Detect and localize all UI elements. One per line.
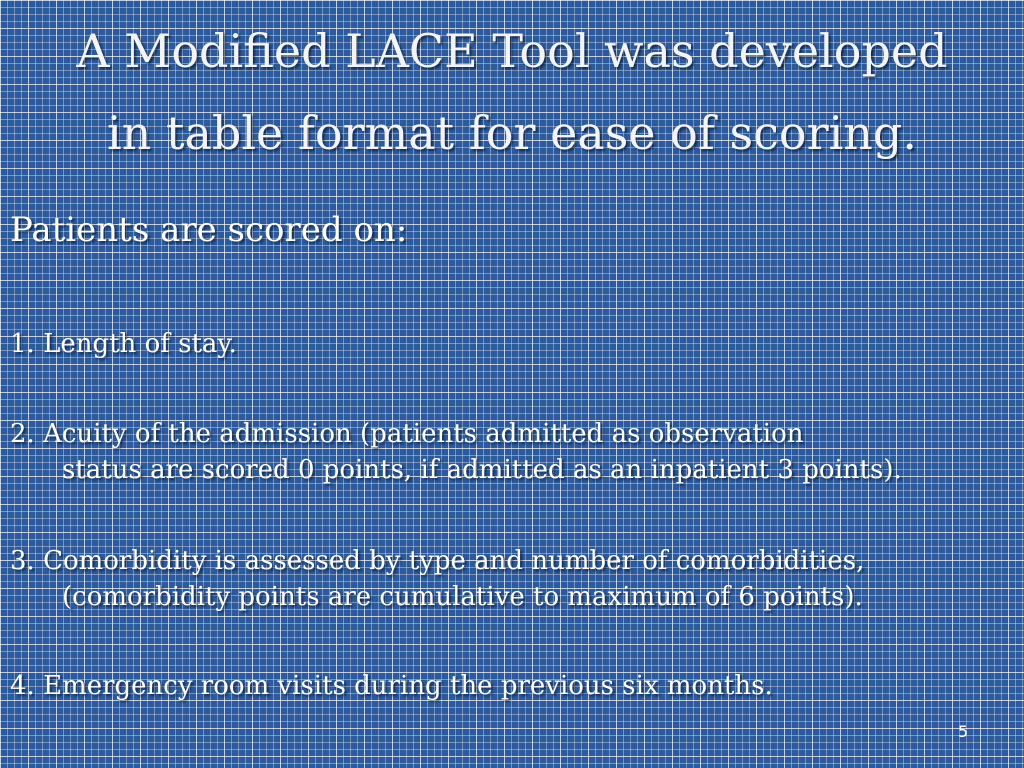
slide-title-line: in table format for ease of scoring. [107,106,917,160]
list-item-line: 4. Emergency room visits during the previous six months. [10,671,773,701]
intro-text: Patients are scored on: [10,210,408,250]
list-item [10,416,1010,488]
list-item-line: 1. Length of stay. [10,329,237,359]
list-item-line: 3. Comorbidity is assessed by type and number of comorbidities, [10,546,865,576]
slide-title-line: A Modified LACE Tool was developed [76,24,948,78]
list-item-continuation: status are scored 0 points, if admitted as an inpatient 3 points). [62,455,902,485]
page-number: 5 [958,722,969,741]
list-item-continuation: (comorbidity points are cumulative to maximum of 6 points). [62,582,863,612]
list-item [10,543,1010,615]
list-item [10,668,1010,704]
list-item [10,326,1010,362]
list-item-line: 2. Acuity of the admission (patients admitted as observation [10,419,804,449]
slide-title [0,10,1024,174]
